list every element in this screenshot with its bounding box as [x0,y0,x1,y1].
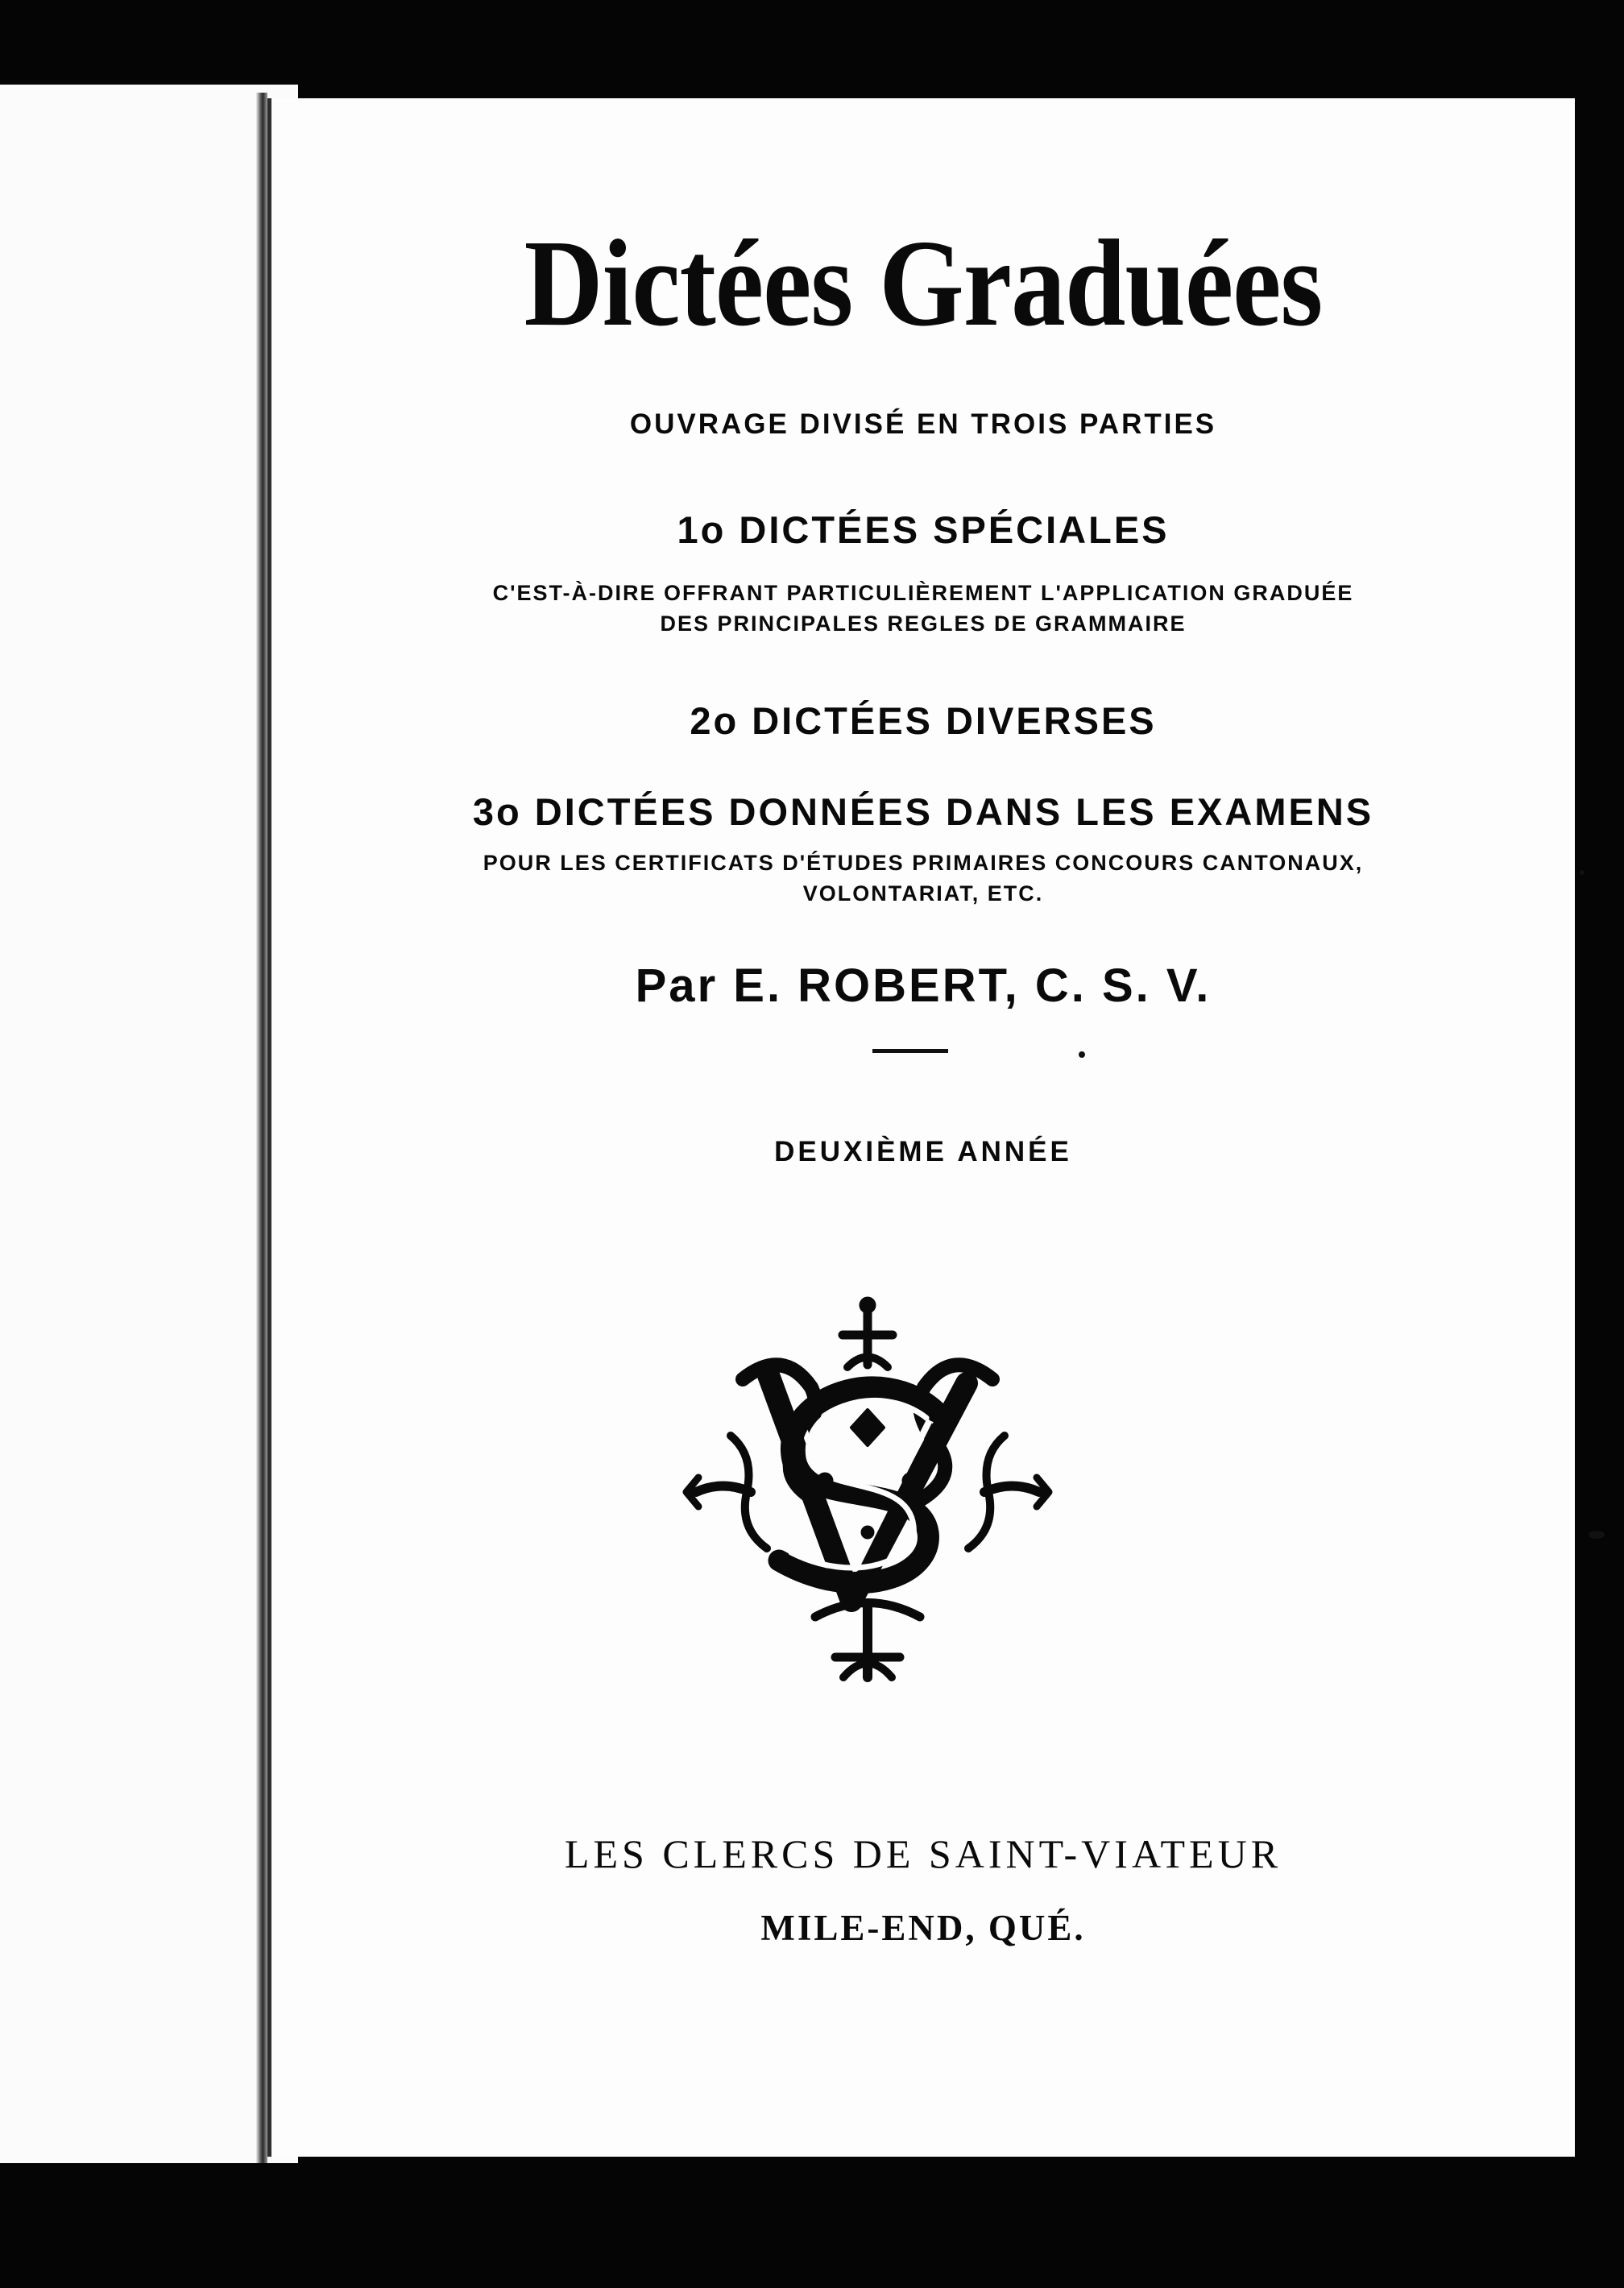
part-three-note-line-1: POUR LES CERTIFICATS D'ÉTUDES PRIMAIRES CONCOURS CANTONAUX, [483,851,1364,875]
monogram-icon [678,1291,1057,1693]
part-three-note-line-2: VOLONTARIAT, ETC. [802,881,1044,906]
part-three-heading: 3o DICTÉES DONNÉES DANS LES EXAMENS [472,790,1374,833]
part-one-heading: 1o DICTÉES SPÉCIALES [677,508,1170,551]
publication-place: MILE-END, QUÉ. [760,1908,1086,1948]
book-subtitle: OUVRAGE DIVISÉ EN TROIS PARTIES [629,408,1217,440]
book-fold [256,93,267,2163]
publisher-name: LES CLERCS DE SAINT-VIATEUR [564,1831,1282,1876]
title-page [267,98,1575,2157]
part-one-note-line-2: DES PRINCIPALES REGLES DE GRAMMAIRE [660,611,1187,636]
part-two-heading: 2o DICTÉES DIVERSES [690,699,1157,742]
decorative-dot [1079,1051,1085,1058]
book-title: Dictées Graduées [524,215,1323,352]
left-blank-page [0,85,298,2163]
part-one-note-line-1: C'EST-À-DIRE OFFRANT PARTICULIÈREMENT L'APPLICATION GRADUÉE [492,581,1354,605]
scan-speck [1580,870,1585,875]
author-line: Par E. ROBERT, C. S. V. [635,960,1212,1012]
edition-year: DEUXIÈME ANNÉE [774,1136,1072,1167]
decorative-rule [872,1049,948,1053]
scan-mark [1589,1531,1605,1539]
